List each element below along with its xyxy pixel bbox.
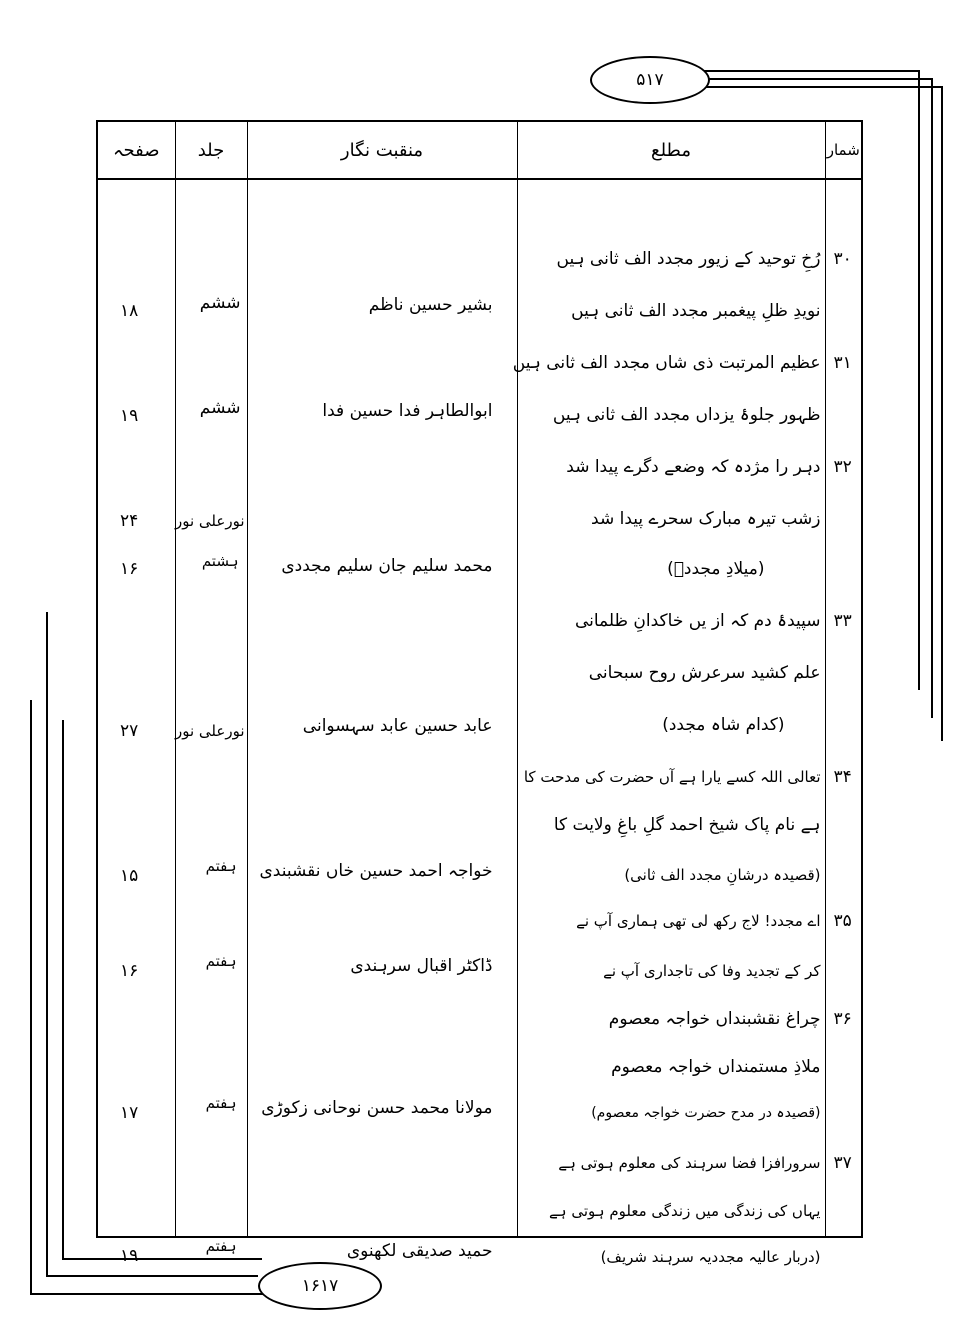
frame-line xyxy=(705,78,933,80)
poet-cell: مولانا محمد حسن نوحانی زکوڑی xyxy=(261,1098,493,1118)
frame-line xyxy=(700,70,920,72)
page-cell: ۱۶ xyxy=(120,559,139,579)
frame-line xyxy=(46,612,48,1277)
page-cell: ۱۵ xyxy=(120,866,139,886)
poet-cell: بشیر حسین ناظم xyxy=(368,295,493,315)
header-poet: منقبت نگار xyxy=(247,121,517,179)
frame-line xyxy=(918,70,920,690)
matla-line: کر کے تجدید وفا کی تاجداری آپ نے xyxy=(603,962,821,980)
header-number: شمار xyxy=(825,121,862,179)
frame-line xyxy=(30,700,32,1295)
matla-line: دہر را مژدہ کہ وضعے دگرے پیدا شد xyxy=(566,457,821,477)
table-body xyxy=(97,179,862,1237)
page-number-bottom: ۱۶۱۷ xyxy=(258,1262,382,1310)
number-cell: ۳۶ xyxy=(833,1009,852,1029)
matla-line: سپیدۂ دم کہ از یں خاکدانِ ظلمانی xyxy=(574,611,821,631)
matla-line: علم کشید سرعرش روح سبحانی xyxy=(588,663,821,683)
frame-line xyxy=(931,78,933,718)
matla-line: ملاذِ مستمنداں خواجہ معصوم xyxy=(611,1057,821,1077)
page-column xyxy=(97,179,175,1266)
volume-cell: نورعلی نور xyxy=(174,722,245,740)
matla-line: یہاں کی زندگی میں زندگی معلوم ہوتی ہے xyxy=(549,1202,821,1220)
frame-line xyxy=(705,86,941,88)
matla-line: سرورافزا فضا سرہند کی معلوم ہوتی ہے xyxy=(558,1154,821,1172)
matla-line: زشب تیرہ مبارک سحرے پیدا شد xyxy=(591,509,821,529)
page-cell: ۱۷ xyxy=(120,1103,139,1123)
poet-cell: ابوالطاہر فدا حسین فدا xyxy=(322,401,493,421)
frame-line xyxy=(46,1275,258,1277)
matla-line: ہے نام پاک شیخ احمد گلِ باغِ ولایت کا xyxy=(553,815,821,835)
table-header-row xyxy=(97,121,862,179)
page-cell: ۱۹ xyxy=(120,1246,139,1266)
frame-line xyxy=(941,86,943,741)
poet-cell: ڈاکٹر اقبال سرہندی xyxy=(350,956,493,976)
number-cell: ۳۲ xyxy=(833,457,852,477)
header-volume: جلد xyxy=(175,121,247,179)
matla-line: (قصیدہ در مدح حضرت خواجہ معصوم) xyxy=(591,1105,821,1121)
poet-cell: عابد حسین عابد سہسوانی xyxy=(302,716,493,736)
matla-line: (قصیدہ درشانِ مجدد الف ثانی) xyxy=(624,866,821,884)
page-cell: ۱۹ xyxy=(120,406,139,426)
volume-cell: ہشتم xyxy=(201,552,239,570)
manqabat-table xyxy=(96,120,863,1266)
poet-cell: حمید صدیقی لکھنوی xyxy=(346,1241,493,1261)
matla-line: ظہور جلوۂ یزداں مجدد الف ثانی ہیں xyxy=(552,405,821,425)
matla-line: (دربار عالیہ مجددیہ سرہند شریف) xyxy=(600,1248,821,1266)
volume-column xyxy=(174,179,247,1255)
matla-line: تعالی اللہ کسے یارا ہے آں حضرت کی مدحت کا xyxy=(523,768,821,786)
header-page: صفحہ xyxy=(97,121,175,179)
poet-column xyxy=(247,179,517,1261)
number-cell: ۳۵ xyxy=(833,911,852,931)
matla-column xyxy=(512,179,825,1266)
matla-line: اے مجدد! لاج رکھ لی تھی ہماری آپ نے xyxy=(576,912,821,930)
matla-line: عظیم المرتبت ذی شاں مجدد الف ثانی ہیں xyxy=(512,353,821,373)
matla-line: چراغ نقشبنداں خواجہ معصوم xyxy=(608,1009,821,1029)
number-cell: ۳۷ xyxy=(833,1153,852,1173)
volume-cell: ششم xyxy=(199,293,241,313)
volume-cell: نورعلی نور xyxy=(174,512,245,530)
volume-cell: ہفتم xyxy=(205,952,237,970)
frame-line xyxy=(62,720,64,1260)
volume-cell: ہفتم xyxy=(205,1094,237,1112)
page-number-top: ۵۱۷ xyxy=(590,56,710,104)
page-cell: ۲۴ xyxy=(120,511,139,531)
matla-line: (میلادِ مجددؒ) xyxy=(667,559,765,579)
poet-cell: خواجہ احمد حسین خاں نقشبندی xyxy=(259,861,493,881)
number-cell: ۳۴ xyxy=(833,767,852,787)
page-cell: ۱۸ xyxy=(120,301,139,321)
volume-cell: ہفتم xyxy=(205,857,237,875)
matla-line: (کدام شاہ مجدد) xyxy=(662,715,785,735)
frame-line xyxy=(30,1293,264,1295)
number-cell: ۳۱ xyxy=(833,353,852,373)
number-column xyxy=(825,179,862,1237)
volume-cell: ششم xyxy=(199,398,241,418)
poet-cell: محمد سلیم جان سلیم مجددی xyxy=(281,556,493,576)
frame-line xyxy=(62,1258,262,1260)
header-matla: مطلع xyxy=(517,121,825,179)
number-cell: ۳۰ xyxy=(833,249,852,269)
volume-cell: ہفتم xyxy=(205,1237,237,1255)
page-cell: ۱۶ xyxy=(120,961,139,981)
matla-line: نویدِ ظلِ پیغمبر مجدد الف ثانی ہیں xyxy=(571,301,821,321)
matla-line: رُخِ توحید کے زیور مجدد الف ثانی ہیں xyxy=(556,249,821,269)
page-cell: ۲۷ xyxy=(120,721,139,741)
number-cell: ۳۳ xyxy=(833,611,852,631)
